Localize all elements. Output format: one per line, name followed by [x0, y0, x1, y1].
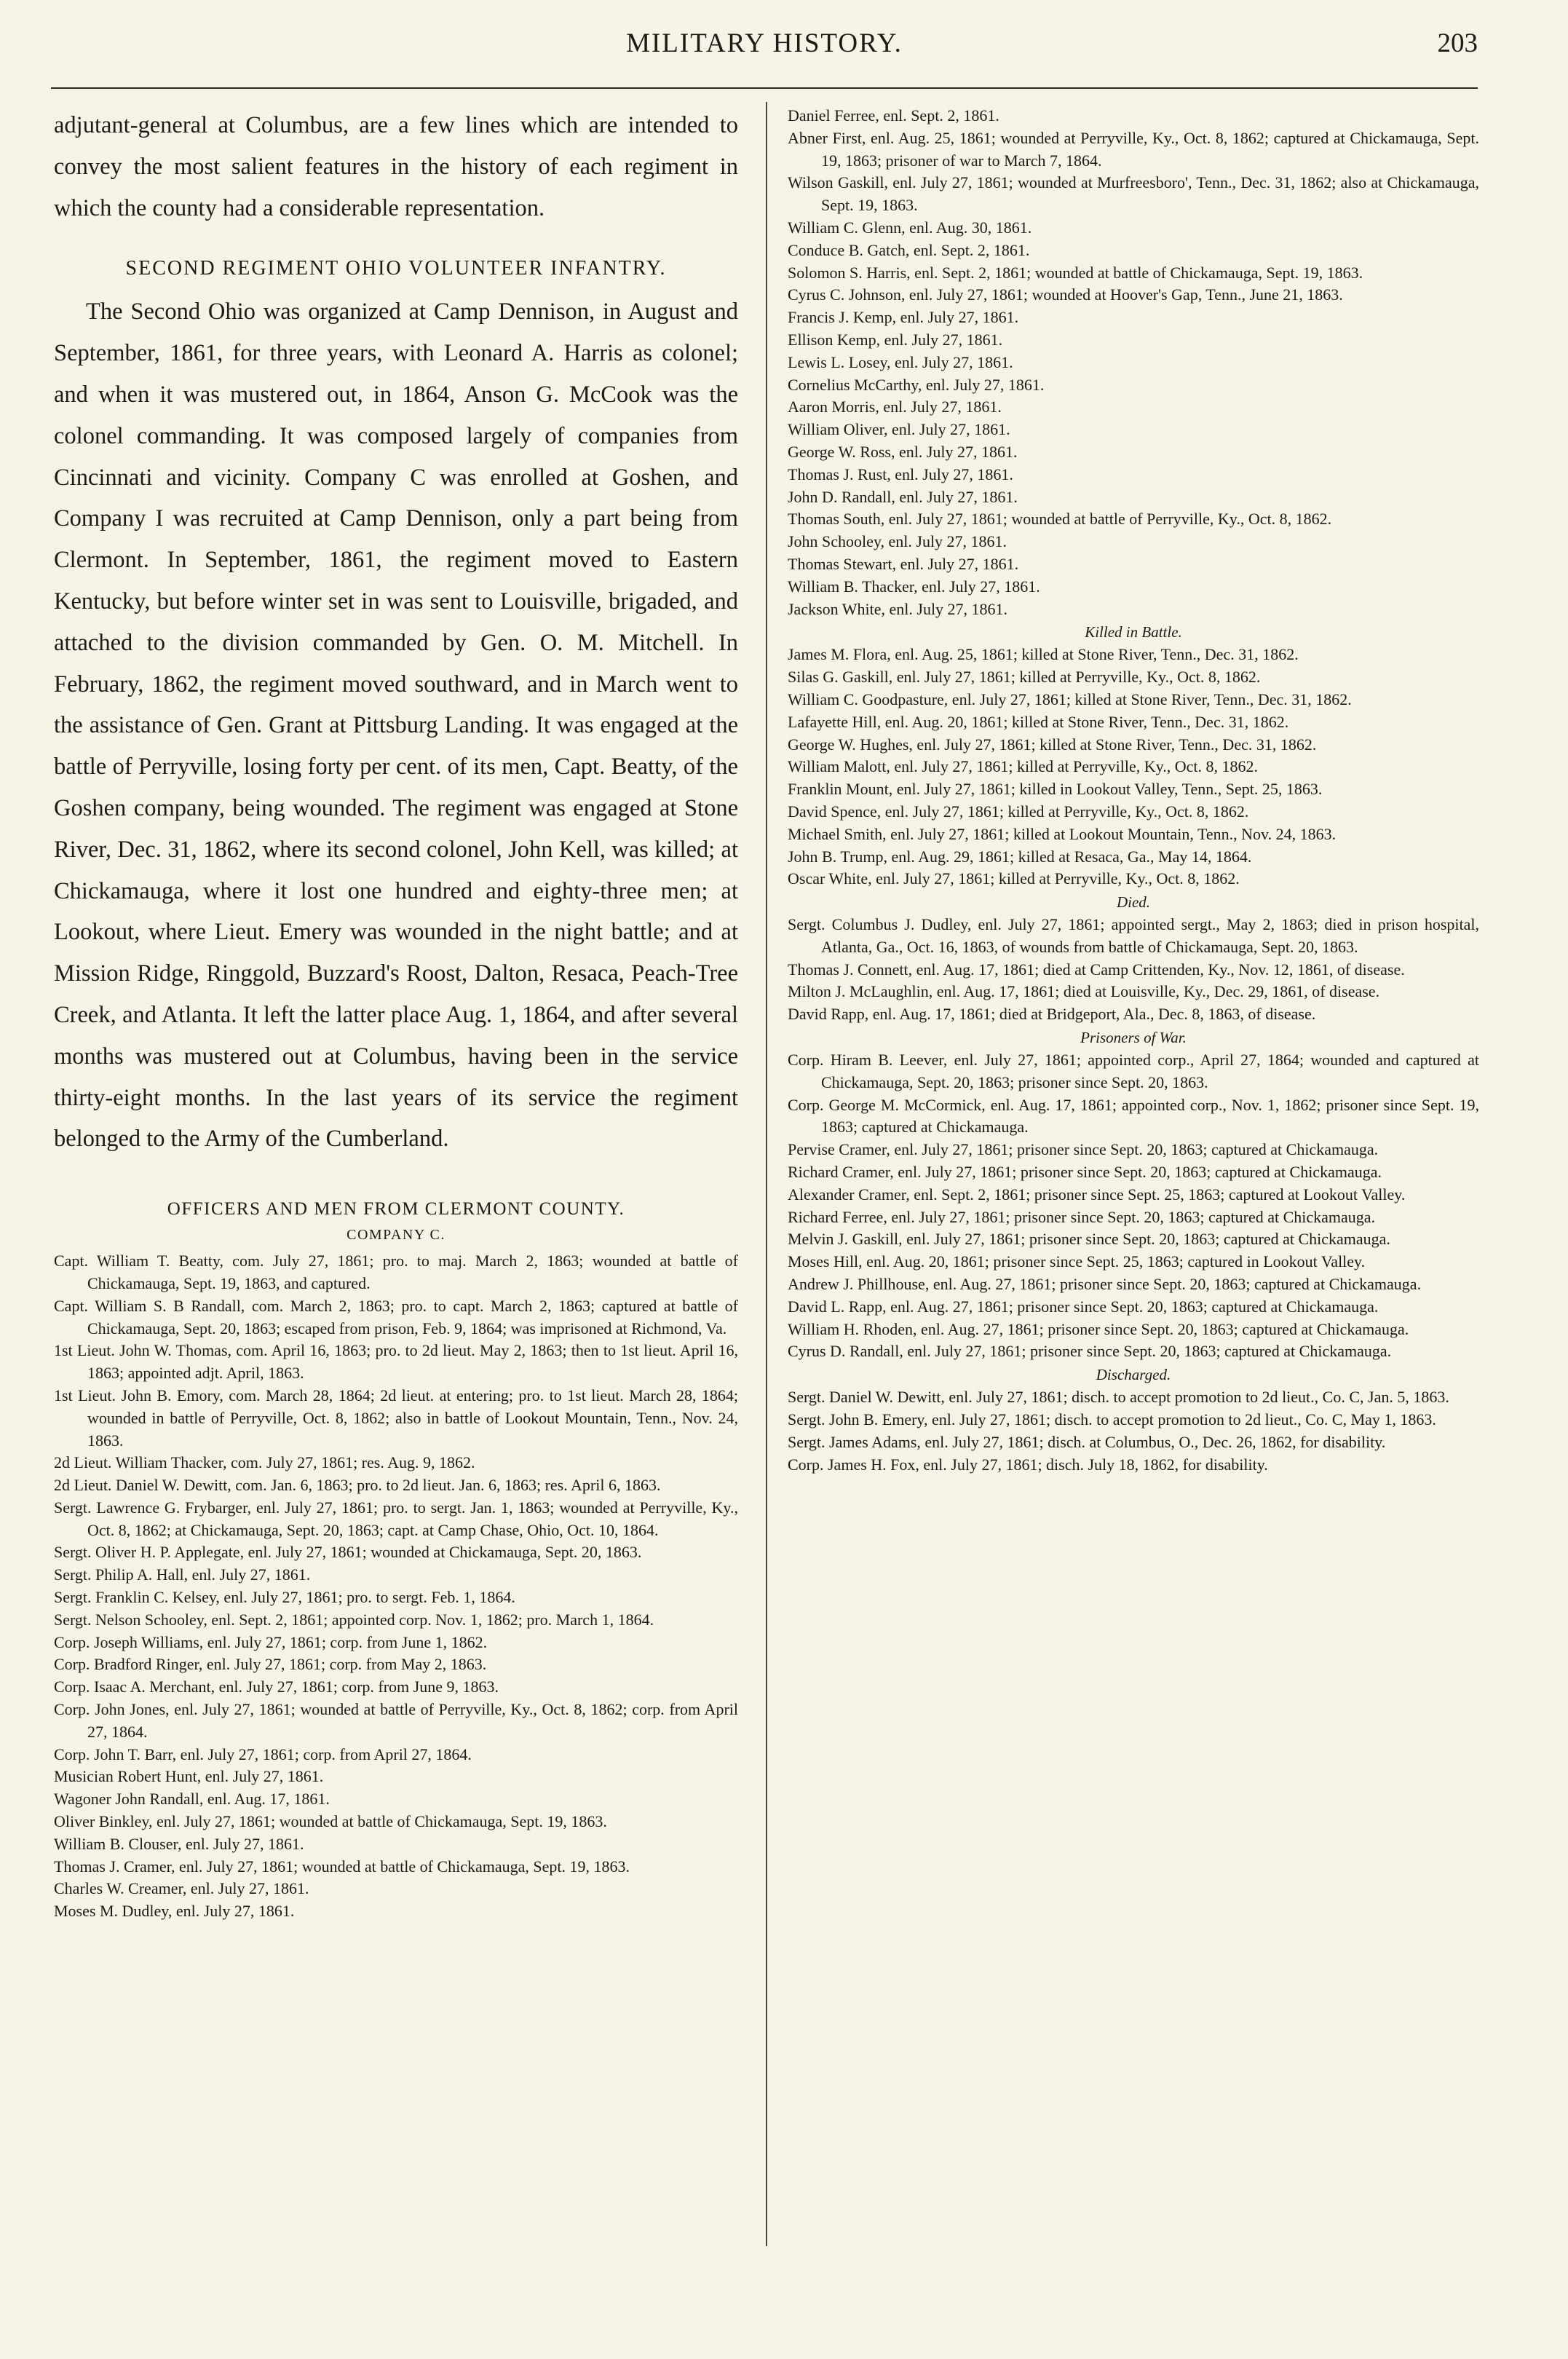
roster-entry: Jackson White, enl. July 27, 1861. [788, 599, 1008, 618]
roster-entry: William Oliver, enl. July 27, 1861. [788, 420, 1010, 439]
killed-heading: Killed in Battle. [1085, 623, 1182, 641]
roster-entry: Corp. James H. Fox, enl. July 27, 1861; disch. July 18, 1862, for disability. [788, 1455, 1268, 1474]
roster-entry: Sergt. Philip A. Hall, enl. July 27, 1861. [54, 1565, 311, 1584]
regiment-history-paragraph: The Second Ohio was organized at Camp Dennison, in August and September, 1861, for three years, with Leonard A. Harris as colonel; and when it was mustered out, in 1864, Anson G. McCook was the colonel commanding. It was composed largely of companies from Cincinnati and vicinity. Company C was enrolled at Goshen, and Company I was recruited at Camp Dennison, only a part being from Clermont. In September, 1861, the regiment moved to Eastern Kentucky, but before winter set in was sent to Louisville, brigaded, and attached to the division commanded by Gen. O. M. Mitchell. In February, 1862, the regiment moved southward, and in March went to the assistance of Gen. Grant at Pittsburg Landing. It was engaged at the battle of Perryville, losing forty per cent. of its men, Capt. Beatty, of the Goshen company, being wounded. The regiment was engaged at Stone River, Dec. 31, 1862, where its second colonel, John Kell, was killed; at Chickamauga, where it lost one hundred and eighty-three men; at Lookout, where Lieut. Emery was wounded in the night battle; and at Mission Ridge, Ringgold, Buzzard's Roost, Dalton, Resaca, Peach-Tree Creek, and Atlanta. It left the latter place Aug. 1, 1864, and after several months was mustered out at Columbus, having been in the service thirty-eight months. In the last years of its service the regiment belonged to the Army of the Cumberland. [54, 299, 738, 1153]
roster-entry: Conduce B. Gatch, enl. Sept. 2, 1861. [788, 240, 1030, 259]
running-header [51, 22, 1478, 66]
roster-entry: William C. Glenn, enl. Aug. 30, 1861. [788, 218, 1032, 237]
roster-entry: Corp. John T. Barr, enl. July 27, 1861; corp. from April 27, 1864. [54, 1744, 472, 1763]
roster-entry: Solomon S. Harris, enl. Sept. 2, 1861; wounded at battle of Chickamauga, Sept. 19, 1863. [788, 263, 1363, 282]
roster-entry: David Spence, enl. July 27, 1861; killed at Perryville, Ky., Oct. 8, 1862. [788, 802, 1249, 821]
roster-entry: Thomas J. Cramer, enl. July 27, 1861; wounded at battle of Chickamauga, Sept. 19, 1863. [54, 1857, 630, 1876]
roster-entry: Richard Cramer, enl. July 27, 1861; prisoner since Sept. 20, 1863; captured at Chickamauga. [788, 1163, 1382, 1182]
roster-entry: Sergt. Columbus J. Dudley, enl. July 27, 1861; appointed sergt., May 2, 1863; died in prison hospital, Atlanta, Ga., Oct. 16, 1863, of wounds from battle of Chickamauga, Sept. 20, 1863. [788, 915, 1479, 956]
roster-entry: Musician Robert Hunt, enl. July 27, 1861. [54, 1767, 324, 1786]
roster-entry: George W. Ross, enl. July 27, 1861. [788, 442, 1018, 461]
roster-entry: Corp. Isaac A. Merchant, enl. July 27, 1861; corp. from June 9, 1863. [54, 1678, 499, 1696]
roster-entry: Cyrus D. Randall, enl. July 27, 1861; prisoner since Sept. 20, 1863; captured at Chickamauga. [788, 1342, 1392, 1361]
roster-entry: Daniel Ferree, enl. Sept. 2, 1861. [788, 106, 999, 125]
roster-entry: Sergt. Nelson Schooley, enl. Sept. 2, 1861; appointed corp. Nov. 1, 1862; pro. March 1, 1864. [54, 1610, 654, 1629]
died-list [788, 914, 1479, 1026]
roster-entry: Sergt. Franklin C. Kelsey, enl. July 27, 1861; pro. to sergt. Feb. 1, 1864. [54, 1588, 515, 1607]
company-heading: COMPANY C. [347, 1227, 446, 1244]
roster-entry: Capt. William T. Beatty, com. July 27, 1861; pro. to maj. March 2, 1863; wounded at battle of Chickamauga, Sept. 19, 1863, and captured. [54, 1252, 738, 1292]
roster-entry: Corp. John Jones, enl. July 27, 1861; wounded at battle of Perryville, Ky., Oct. 8, 1862; corp. from April 27, 1864. [54, 1700, 738, 1741]
roster-entry: Charles W. Creamer, enl. July 27, 1861. [54, 1879, 309, 1898]
prisoners-list [788, 1049, 1479, 1363]
roster-entry: Corp. Bradford Ringer, enl. July 27, 1861; corp. from May 2, 1863. [54, 1655, 487, 1674]
roster-entry: Sergt. Lawrence G. Frybarger, enl. July 27, 1861; pro. to sergt. Jan. 1, 1863; wounded at Perryville, Ky., Oct. 8, 1862; at Chickamauga, Sept. 20, 1863; capt. at Camp Chase, Ohio, Oct. 10, 1864. [54, 1498, 738, 1539]
roster-entry: William B. Thacker, enl. July 27, 1861. [788, 577, 1040, 596]
discharged-list [788, 1386, 1479, 1476]
roster-entry: Corp. George M. McCormick, enl. Aug. 17, 1861; appointed corp., Nov. 1, 1862; prisoner since Sept. 19, 1863; captured at Chickamauga. [788, 1095, 1479, 1137]
roster-entry: George W. Hughes, enl. July 27, 1861; killed at Stone River, Tenn., Dec. 31, 1862. [788, 735, 1317, 754]
roster-entry: 2d Lieut. Daniel W. Dewitt, com. Jan. 6, 1863; pro. to 2d lieut. Jan. 6, 1863; res. April 6, 1863. [54, 1476, 661, 1495]
roster-entry: John Schooley, enl. July 27, 1861. [788, 532, 1007, 551]
roster-entry: Sergt. James Adams, enl. July 27, 1861; disch. at Columbus, O., Dec. 26, 1862, for disability. [788, 1432, 1386, 1451]
roster-entry: Wilson Gaskill, enl. July 27, 1861; wounded at Murfreesboro', Tenn., Dec. 31, 1862; also at Chickamauga, Sept. 19, 1863. [788, 173, 1479, 215]
roster-entry: Thomas South, enl. July 27, 1861; wounded at battle of Perryville, Ky., Oct. 8, 1862. [788, 510, 1332, 529]
roster-entry: Moses M. Dudley, enl. July 27, 1861. [54, 1902, 295, 1921]
roster-entry: Wagoner John Randall, enl. Aug. 17, 1861. [54, 1790, 330, 1809]
roster-entry: David L. Rapp, enl. Aug. 27, 1861; prisoner since Sept. 20, 1863; captured at Chickamauga. [788, 1297, 1379, 1316]
roster-entry: John B. Trump, enl. Aug. 29, 1861; killed at Resaca, Ga., May 14, 1864. [788, 847, 1252, 866]
section-heading: SECOND REGIMENT OHIO VOLUNTEER INFANTRY. [125, 257, 667, 280]
header-rule [51, 87, 1478, 89]
killed-list [788, 644, 1479, 890]
roster-entry: Michael Smith, enl. July 27, 1861; killed at Lookout Mountain, Tenn., Nov. 24, 1863. [788, 824, 1337, 843]
roster-entry: Melvin J. Gaskill, enl. July 27, 1861; prisoner since Sept. 20, 1863; captured at Chickamauga. [788, 1230, 1390, 1249]
left-column [54, 105, 738, 2260]
roster-entry: Sergt. John B. Emery, enl. July 27, 1861; disch. to accept promotion to 2d lieut., Co. C, May 1, 1863. [788, 1410, 1436, 1429]
roster-entry: Thomas J. Rust, enl. July 27, 1861. [788, 465, 1013, 483]
prisoners-heading: Prisoners of War. [1080, 1029, 1187, 1047]
died-heading: Died. [1116, 893, 1151, 912]
roster-entry: Thomas Stewart, enl. July 27, 1861. [788, 554, 1019, 573]
roster-entry: 1st Lieut. John W. Thomas, com. April 16, 1863; pro. to 2d lieut. May 2, 1863; then to 1st lieut. April 16, 1863; appointed adjt. April, 1863. [54, 1341, 738, 1383]
roster-entry: Andrew J. Phillhouse, enl. Aug. 27, 1861; prisoner since Sept. 20, 1863; captured at Chickamauga. [788, 1275, 1422, 1294]
roster-entry: Francis J. Kemp, enl. July 27, 1861. [788, 308, 1019, 327]
roster-entry: Cyrus C. Johnson, enl. July 27, 1861; wounded at Hoover's Gap, Tenn., June 21, 1863. [788, 285, 1343, 304]
roster-entry: Oliver Binkley, enl. July 27, 1861; wounded at battle of Chickamauga, Sept. 19, 1863. [54, 1812, 607, 1831]
discharged-heading: Discharged. [1096, 1366, 1171, 1384]
roster-entry: Thomas J. Connett, enl. Aug. 17, 1861; died at Camp Crittenden, Ky., Nov. 12, 1861, of disease. [788, 960, 1405, 979]
column-divider [766, 102, 767, 2246]
roster-entry: Richard Ferree, enl. July 27, 1861; prisoner since Sept. 20, 1863; captured at Chickamauga. [788, 1207, 1376, 1226]
roster-entry: Franklin Mount, enl. July 27, 1861; killed in Lookout Valley, Tenn., Sept. 25, 1863. [788, 780, 1323, 799]
roster-entry: 2d Lieut. William Thacker, com. July 27, 1861; res. Aug. 9, 1862. [54, 1453, 475, 1472]
roster-entry: Ellison Kemp, enl. July 27, 1861. [788, 330, 1003, 349]
roster-entry: William H. Rhoden, enl. Aug. 27, 1861; prisoner since Sept. 20, 1863; captured at Chickamauga. [788, 1319, 1409, 1338]
roster-entry: Abner First, enl. Aug. 25, 1861; wounded at Perryville, Ky., Oct. 8, 1862; captured at Chickamauga, Sept. 19, 1863; prisoner of war to March 7, 1864. [788, 128, 1479, 170]
roster-entry: Milton J. McLaughlin, enl. Aug. 17, 1861; died at Louisville, Ky., Dec. 29, 1861, of disease. [788, 982, 1380, 1001]
roster-entry: Alexander Cramer, enl. Sept. 2, 1861; prisoner since Sept. 25, 1863; captured at Lookout Valley. [788, 1185, 1406, 1204]
page-number: 203 [1437, 28, 1478, 58]
roster-entry: Pervise Cramer, enl. July 27, 1861; prisoner since Sept. 20, 1863; captured at Chickamauga. [788, 1140, 1379, 1159]
running-title: MILITARY HISTORY. [626, 28, 903, 58]
roster-entry: Sergt. Daniel W. Dewitt, enl. July 27, 1861; disch. to accept promotion to 2d lieut., Co. C, Jan. 5, 1863. [788, 1388, 1449, 1407]
roster-entry: Sergt. Oliver H. P. Applegate, enl. July 27, 1861; wounded at Chickamauga, Sept. 20, 1863. [54, 1543, 642, 1562]
roster-entry: John D. Randall, enl. July 27, 1861. [788, 487, 1018, 506]
roster-entry: Moses Hill, enl. Aug. 20, 1861; prisoner since Sept. 25, 1863; captured in Lookout Valley. [788, 1252, 1366, 1271]
roster-entry: Cornelius McCarthy, enl. July 27, 1861. [788, 375, 1045, 394]
roster-entry: Lafayette Hill, enl. Aug. 20, 1861; killed at Stone River, Tenn., Dec. 31, 1862. [788, 712, 1289, 731]
roster-entry: William B. Clouser, enl. July 27, 1861. [54, 1834, 304, 1853]
roster-entry: Aaron Morris, enl. July 27, 1861. [788, 398, 1002, 416]
roster-entry: Corp. Joseph Williams, enl. July 27, 1861; corp. from June 1, 1862. [54, 1632, 488, 1651]
roster-entry: Oscar White, enl. July 27, 1861; killed at Perryville, Ky., Oct. 8, 1862. [788, 869, 1240, 888]
roster-list-continued [788, 105, 1479, 620]
roster-entry: William C. Goodpasture, enl. July 27, 1861; killed at Stone River, Tenn., Dec. 31, 1862. [788, 689, 1352, 708]
roster-entry: Corp. Hiram B. Leever, enl. July 27, 1861; appointed corp., April 27, 1864; wounded and captured at Chickamauga, Sept. 20, 1863; prisoner since Sept. 20, 1863. [788, 1051, 1479, 1091]
roster-entry: Silas G. Gaskill, enl. July 27, 1861; killed at Perryville, Ky., Oct. 8, 1862. [788, 668, 1261, 687]
roster-list-company-c [54, 1250, 738, 1923]
roster-entry: 1st Lieut. John B. Emory, com. March 28, 1864; 2d lieut. at entering; pro. to 1st lieut. March 28, 1864; wounded in battle of Perryville, Oct. 8, 1862; also in battle of Lookout Mountain, Tenn., Nov. 24, 1863. [54, 1386, 738, 1450]
intro-paragraph: adjutant-general at Columbus, are a few lines which are intended to convey the most salient features in the history of each regiment in which the county had a considerable representation. [54, 112, 738, 221]
roster-entry: James M. Flora, enl. Aug. 25, 1861; killed at Stone River, Tenn., Dec. 31, 1862. [788, 645, 1299, 664]
roster-entry: William Malott, enl. July 27, 1861; killed at Perryville, Ky., Oct. 8, 1862. [788, 757, 1258, 776]
right-column [788, 105, 1479, 2260]
officers-heading: OFFICERS AND MEN FROM CLERMONT COUNTY. [167, 1199, 625, 1220]
roster-entry: David Rapp, enl. Aug. 17, 1861; died at Bridgeport, Ala., Dec. 8, 1863, of disease. [788, 1005, 1316, 1024]
roster-entry: Capt. William S. B Randall, com. March 2, 1863; pro. to capt. March 2, 1863; captured at battle of Chickamauga, Sept. 20, 1863; escaped from prison, Feb. 9, 1864; was imprisoned at Richmond, Va. [54, 1296, 738, 1337]
roster-entry: Lewis L. Losey, enl. July 27, 1861. [788, 352, 1013, 371]
